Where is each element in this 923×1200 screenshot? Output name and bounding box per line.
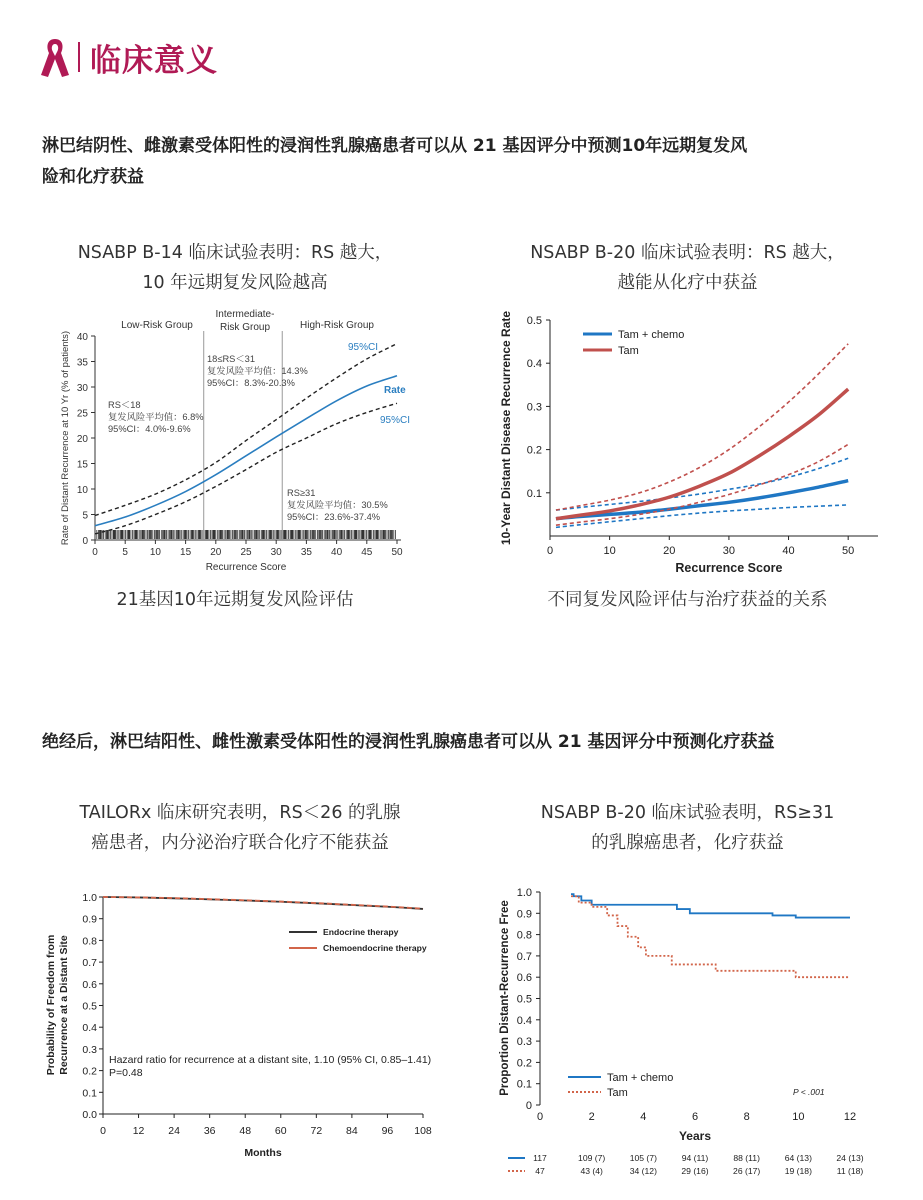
chart-4-caption-line-1: NSABP B-20 临床试验表明，RS≥31 xyxy=(540,803,835,823)
at-risk-value: 94 (11) xyxy=(681,1153,709,1163)
x-tick-label: 2 xyxy=(588,1111,595,1123)
x-tick-label: 60 xyxy=(274,1125,287,1137)
y-tick-label: 30 xyxy=(76,383,88,394)
chart-1-caption-line-2: 10 年远期复发风险越高 xyxy=(142,273,328,293)
at-risk-value: 26 (17) xyxy=(733,1166,761,1176)
x-tick-label: 8 xyxy=(743,1111,750,1123)
y-tick-label: 0.8 xyxy=(516,929,532,942)
x-tick-label: 40 xyxy=(782,545,795,557)
x-tick-label: 10 xyxy=(149,547,161,558)
chart-2-chemo-benefit xyxy=(480,310,923,580)
x-tick-label: 15 xyxy=(180,547,192,558)
x-tick-label: 12 xyxy=(843,1111,857,1123)
section-1-title xyxy=(42,131,902,193)
intermediate-risk-annotation-1: 复发风险平均值：14.3% xyxy=(207,366,308,376)
at-risk-value: 24 (13) xyxy=(836,1153,864,1163)
x-tick-label: 0 xyxy=(546,545,554,557)
x-tick-label: 0 xyxy=(100,1125,106,1137)
x-tick-label: 24 xyxy=(168,1125,180,1137)
x-tick-label: 10 xyxy=(792,1111,805,1123)
x-tick-label: 5 xyxy=(122,547,128,558)
chart-1-caption-line-1: NSABP B-14 临床试验表明：RS 越大， xyxy=(77,243,393,263)
y-tick-label: 15 xyxy=(76,459,88,471)
chart-3-caption xyxy=(40,798,440,858)
pink-ribbon-icon xyxy=(38,35,72,79)
y-tick-label: 0.2 xyxy=(526,444,542,457)
x-tick-label: 72 xyxy=(310,1125,323,1137)
at-risk-value: 34 (12) xyxy=(629,1166,657,1176)
series-line-0 xyxy=(103,897,423,909)
intermediate-risk-annotation-2: 95%CI：8.3%-20.3% xyxy=(207,378,295,388)
y-tick-label: 40 xyxy=(76,332,88,343)
page-header xyxy=(38,34,218,80)
y-axis-title-1: Probability of Freedom from xyxy=(45,934,57,1076)
high-risk-annotation-2: 95%CI：23.6%-37.4% xyxy=(287,512,381,522)
x-axis-title: Years xyxy=(678,1129,712,1143)
x-tick-label: 30 xyxy=(270,547,282,558)
y-tick-label: 0.5 xyxy=(516,993,532,1006)
chart-1-subcaption: 21基因10年远期复发风险评估 xyxy=(116,590,354,610)
y-tick-label: 0.1 xyxy=(516,1078,532,1091)
y-tick-label: 0.3 xyxy=(82,1043,97,1056)
high-risk-annotation-0: RS≥31 xyxy=(287,488,316,498)
y-tick-label: 0.2 xyxy=(82,1065,97,1078)
chart-2-caption xyxy=(490,238,885,298)
y-tick-label: 35 xyxy=(76,357,88,369)
x-tick-label: 10 xyxy=(603,545,616,557)
group-label-intermediate: Intermediate- xyxy=(215,309,275,320)
y-tick-label: 0.9 xyxy=(516,908,532,921)
legend-label-1: Tam xyxy=(607,1087,628,1099)
chart-3-caption-line-2: 癌患者，内分泌治疗联合化疗不能获益 xyxy=(91,833,389,853)
chart-4-km-curve xyxy=(480,880,923,1190)
header-divider xyxy=(78,42,80,72)
x-tick-label: 0 xyxy=(92,547,98,558)
ci-upper-label: 95%CI xyxy=(348,342,379,353)
x-tick-label: 0 xyxy=(536,1111,544,1123)
chart-4-caption xyxy=(490,798,885,858)
chart-4-caption-line-2: 的乳腺癌患者，化疗获益 xyxy=(591,833,784,853)
group-label-intermediate-2: Risk Group xyxy=(219,322,271,333)
at-risk-value: 43 (4) xyxy=(580,1166,603,1176)
section-2-title: 绝经后，淋巴结阳性、雌性激素受体阳性的浸润性乳腺癌患者可以从 21 基因评分中预测化疗获益 xyxy=(42,732,775,752)
x-tick-label: 12 xyxy=(132,1125,145,1137)
km-curve-1 xyxy=(571,896,850,977)
y-tick-label: 1.0 xyxy=(82,892,97,904)
x-tick-label: 84 xyxy=(346,1125,358,1137)
x-tick-label: 50 xyxy=(391,547,403,558)
page-title: 临床意义 xyxy=(90,42,218,79)
y-tick-label: 0.3 xyxy=(526,401,542,414)
chart-3-caption-line-1: TAILORx 临床研究表明，RS＜26 的乳腺 xyxy=(79,803,401,823)
chart-2-caption-line-1: NSABP B-20 临床试验表明：RS 越大， xyxy=(530,243,845,263)
y-axis-title: Rate of Distant Recurrence at 10 Yr (% of patients) xyxy=(60,330,71,546)
ci-lower-label: 95%CI xyxy=(380,415,411,426)
chart-2-caption-line-2: 越能从化疗中获益 xyxy=(617,273,758,293)
y-axis-title: Proportion Distant-Recurrence Free xyxy=(499,900,511,1096)
at-risk-value: 19 (18) xyxy=(784,1166,812,1176)
at-risk-value: 11 (18) xyxy=(836,1166,864,1176)
x-tick-label: 20 xyxy=(663,545,676,557)
x-tick-label: 96 xyxy=(381,1125,394,1137)
y-tick-label: 0.6 xyxy=(82,978,97,991)
y-tick-label: 5 xyxy=(82,510,88,522)
x-tick-label: 35 xyxy=(300,547,312,558)
y-tick-label: 0.8 xyxy=(82,935,97,948)
km-curve-0 xyxy=(571,894,850,917)
y-tick-label: 0.5 xyxy=(526,315,542,327)
high-risk-annotation-1: 复发风险平均值：30.5% xyxy=(287,500,388,510)
y-tick-label: 0.6 xyxy=(516,972,532,985)
legend-label-1: Tam xyxy=(618,345,639,357)
rug-marks xyxy=(97,530,396,539)
legend-label-0: Endocrine therapy xyxy=(323,927,399,937)
y-tick-label: 0 xyxy=(525,1100,532,1112)
x-axis-title: Recurrence Score xyxy=(675,561,783,575)
x-tick-label: 4 xyxy=(640,1111,647,1123)
y-tick-label: 0.4 xyxy=(82,1022,97,1035)
legend-label-1: Chemoendocrine therapy xyxy=(323,943,427,953)
y-axis-title: 10-Year Distant Disease Recurrence Rate xyxy=(499,310,513,546)
y-tick-label: 0 xyxy=(82,536,88,547)
rate-label: Rate xyxy=(384,385,406,396)
y-tick-label: 0.7 xyxy=(516,950,532,963)
group-label-low: Low-Risk Group xyxy=(121,320,193,331)
chart-3-tailorx xyxy=(0,880,460,1170)
section-1-title-line-1: 淋巴结阴性、雌激素受体阳性的浸润性乳腺癌患者可以从 21 基因评分中预测10年远期复发风 xyxy=(42,136,748,156)
y-tick-label: 0.4 xyxy=(516,1014,532,1027)
p-value-label: P < .001 xyxy=(793,1087,825,1097)
y-tick-label: 0.2 xyxy=(516,1057,532,1070)
low-risk-annotation-1: 复发风险平均值：6.8% xyxy=(108,412,204,422)
y-tick-label: 0.1 xyxy=(82,1087,97,1100)
y-tick-label: 25 xyxy=(76,408,88,420)
x-tick-label: 30 xyxy=(722,545,736,557)
x-tick-label: 45 xyxy=(361,547,373,558)
at-risk-value: 109 (7) xyxy=(578,1153,606,1163)
x-tick-label: 20 xyxy=(210,547,222,558)
group-label-high: High-Risk Group xyxy=(300,320,374,331)
x-tick-label: 36 xyxy=(203,1125,216,1137)
x-tick-label: 6 xyxy=(691,1111,699,1123)
y-tick-label: 0.3 xyxy=(516,1036,532,1049)
y-tick-label: 0.5 xyxy=(82,1000,97,1013)
x-axis-title: Recurrence Score xyxy=(205,562,287,573)
x-tick-label: 40 xyxy=(331,547,343,558)
hazard-ratio-annotation: Hazard ratio for recurrence at a distant site, 1.10 (95% CI, 0.85–1.41) xyxy=(109,1054,432,1066)
section-1-title-line-2: 险和化疗获益 xyxy=(42,167,144,187)
intermediate-risk-annotation-0: 18≤RS＜31 xyxy=(207,354,255,364)
low-risk-annotation-0: RS＜18 xyxy=(108,400,141,410)
at-risk-value: 105 (7) xyxy=(629,1153,657,1163)
y-tick-label: 1.0 xyxy=(516,887,532,899)
x-tick-label: 108 xyxy=(414,1125,432,1137)
x-axis-title: Months xyxy=(244,1147,282,1159)
at-risk-value: 117 xyxy=(533,1153,547,1163)
at-risk-value: 29 (16) xyxy=(681,1166,709,1176)
y-tick-label: 20 xyxy=(76,434,88,445)
at-risk-value: 64 (13) xyxy=(784,1153,812,1163)
y-tick-label: 0.1 xyxy=(526,487,542,500)
at-risk-value: 47 xyxy=(535,1166,545,1176)
y-tick-label: 0.4 xyxy=(526,358,542,371)
y-tick-label: 0.9 xyxy=(82,913,97,926)
y-axis-title-2: Recurrence at a Distant Site xyxy=(58,935,70,1075)
chart-1-recurrence-rate xyxy=(0,300,460,580)
legend-label-0: Tam + chemo xyxy=(618,329,685,341)
at-risk-value: 88 (11) xyxy=(733,1153,760,1163)
chart-1-caption xyxy=(40,238,430,298)
y-tick-label: 0.7 xyxy=(82,957,97,970)
series-line-1 xyxy=(556,389,848,519)
chart-2-subcaption: 不同复发风险评估与治疗获益的关系 xyxy=(547,590,828,610)
y-tick-label: 10 xyxy=(76,485,88,496)
x-tick-label: 50 xyxy=(842,545,855,557)
p-value-annotation: P=0.48 xyxy=(109,1067,143,1079)
low-risk-annotation-2: 95%CI：4.0%-9.6% xyxy=(108,424,191,434)
x-tick-label: 25 xyxy=(240,547,252,558)
y-tick-label: 0.0 xyxy=(82,1109,97,1121)
x-tick-label: 48 xyxy=(239,1125,252,1137)
legend-label-0: Tam + chemo xyxy=(607,1072,674,1084)
